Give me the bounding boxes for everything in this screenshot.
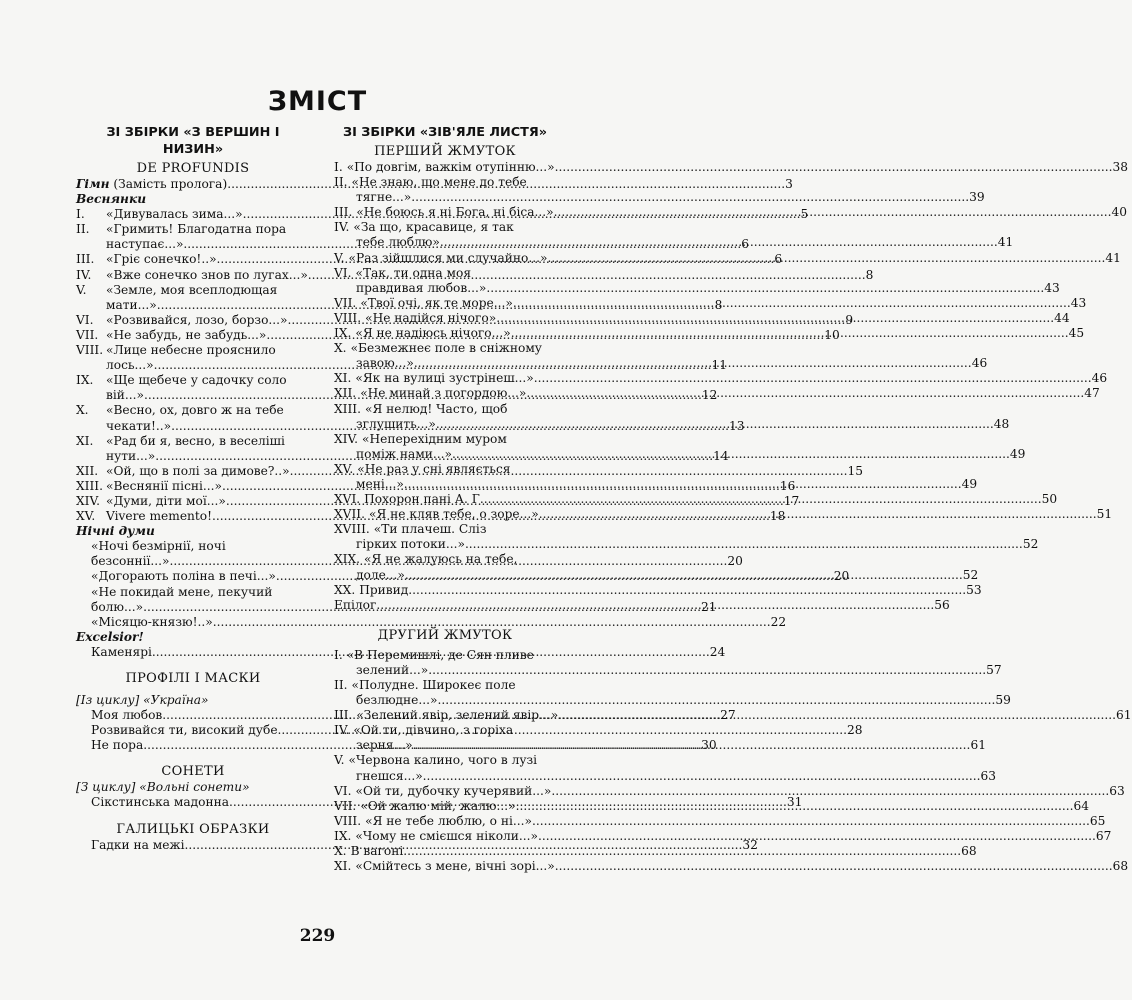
page-ref: 64 xyxy=(1073,798,1090,813)
dot-leader xyxy=(423,769,981,784)
entry-number: VIII. xyxy=(76,343,104,358)
entry-title: «Я не тебе люблю, о ні...» xyxy=(365,813,532,828)
dot-leader xyxy=(465,537,1023,552)
entry-number: XIV. xyxy=(76,493,101,508)
entry-number: VIII. xyxy=(334,813,362,828)
entry-number: XIX. xyxy=(334,552,361,567)
entry-title: «Смійтесь з мене, вічні зорі...» xyxy=(355,859,555,874)
entry-number: IV. xyxy=(76,267,92,282)
entry-title: «Так, ти одна моя xyxy=(355,265,472,280)
page-ref: 38 xyxy=(1112,160,1129,174)
page-ref: 61 xyxy=(970,738,986,753)
entry-title: В вагоні xyxy=(350,844,404,859)
entry-title: вій...» xyxy=(106,388,144,403)
entry-title: «В Перемишлі, де Сян пливе xyxy=(346,647,534,662)
entry-title: завою...» xyxy=(356,356,414,371)
entry-title: чекати!..» xyxy=(106,418,172,433)
entry-title: болю...» xyxy=(91,599,144,614)
entry-number: XVIII. xyxy=(334,522,370,537)
dot-leader xyxy=(538,829,1096,844)
dot-leader xyxy=(484,492,1042,507)
dot-leader xyxy=(437,693,995,708)
gimn-subtitle: (Замість пролога) xyxy=(109,177,228,191)
entry-number: VII. xyxy=(334,798,357,813)
entry-number: VIII. xyxy=(334,310,362,325)
entry-title: гірких потоки...» xyxy=(356,537,465,552)
toc-entry[interactable] xyxy=(334,220,1014,250)
page-ref: 51 xyxy=(1096,507,1113,522)
section-title-de-profundis: DE PROFUNDIS xyxy=(136,161,250,176)
toc-entry[interactable] xyxy=(334,783,1125,799)
page-ref: 63 xyxy=(1109,783,1125,798)
cycle-title-volni-soneti: [З циклу] «Вольні сонети» xyxy=(76,780,250,795)
entry-title: правдивая любов...» xyxy=(356,280,487,295)
page-ref: 46 xyxy=(971,356,988,371)
entry-number: VI. xyxy=(334,783,352,798)
toc-entry[interactable] xyxy=(334,310,1070,326)
page-ref: 15 xyxy=(847,463,864,478)
page-ref: 68 xyxy=(1112,859,1129,874)
dot-leader xyxy=(547,251,1105,266)
page-ref: 6 xyxy=(741,237,750,252)
page-ref: 22 xyxy=(770,614,787,629)
dot-leader xyxy=(428,663,986,678)
entry-title: лось...» xyxy=(106,358,154,373)
entry-title: «Неперехідним муром xyxy=(362,431,507,446)
entry-title: «Догорають поліна в печі...» xyxy=(91,569,276,584)
toc-entry[interactable] xyxy=(334,295,1087,311)
entry-title: «Не минай з погордою...» xyxy=(360,386,527,401)
dot-leader xyxy=(554,205,1112,220)
entry-number: III. xyxy=(334,205,353,220)
page-ref: 48 xyxy=(993,416,1010,431)
entry-number: IX. xyxy=(76,373,94,388)
page-ref: 41 xyxy=(997,235,1014,250)
dot-leader xyxy=(558,708,1116,723)
entry-title: зерня...» xyxy=(356,738,413,753)
entry-title: «Гримить! Благодатна пора xyxy=(106,222,287,237)
page-ref: 68 xyxy=(961,844,977,859)
entry-title: «Я нелюд! Часто, щоб xyxy=(365,401,508,416)
dot-leader xyxy=(411,190,969,205)
toc-entry[interactable] xyxy=(334,813,1106,829)
page-ref: 28 xyxy=(847,723,863,738)
page-ref: 61 xyxy=(1116,708,1132,723)
dot-leader xyxy=(532,814,1090,829)
page-ref: 43 xyxy=(1044,280,1060,295)
dot-leader xyxy=(534,371,1092,386)
page-ref: 56 xyxy=(934,597,950,612)
toc-entry[interactable] xyxy=(334,522,1039,552)
page-ref: 18 xyxy=(769,509,786,524)
entry-number: XI. xyxy=(76,433,94,448)
entry-number: VI. xyxy=(334,265,352,280)
entry-title: «Лице небесне прояснило xyxy=(106,343,276,358)
entry-title: «По довгім, важкім отупінню...» xyxy=(346,160,555,174)
dot-leader xyxy=(496,311,1054,326)
entry-title: гнешся...» xyxy=(356,768,423,783)
entry-title: «Як на вулиці зустрінеш...» xyxy=(355,371,534,386)
toc-entry[interactable] xyxy=(334,371,1108,386)
entry-title: «Ой жалю мій, жалю...» xyxy=(360,798,516,813)
toc-entry[interactable] xyxy=(334,175,985,205)
entry-title: безлюдне...» xyxy=(356,693,438,708)
page-number: 229 xyxy=(299,926,336,946)
entry-number: XX. xyxy=(334,582,356,597)
entry-title: зглушить...» xyxy=(356,416,436,431)
page-ref: 49 xyxy=(1009,446,1026,461)
entry-title: «Вже сонечко знов по лугах...» xyxy=(106,267,308,282)
page-ref: 41 xyxy=(1105,250,1121,265)
entry-title: Похорон пані А. Г. xyxy=(364,492,484,507)
entry-number: IX. xyxy=(334,828,352,843)
entry-title: «Я не жалуюсь на тебе, xyxy=(364,552,518,567)
page-ref: 52 xyxy=(1022,537,1039,552)
page-ref: 8 xyxy=(865,267,874,282)
page-ref: 9 xyxy=(845,312,854,327)
entry-title: «Раз зійшлися ми случайно...» xyxy=(348,250,548,265)
page-ref: 40 xyxy=(1111,205,1127,220)
entry-title: «Не надійся нічого» xyxy=(365,310,497,325)
entry-number: VII. xyxy=(76,327,99,342)
page-ref: 32 xyxy=(742,837,758,852)
page-ref: 27 xyxy=(720,708,736,723)
entry-title: доле...» xyxy=(356,567,405,582)
entry-title: «Рад би я, весно, в веселіші xyxy=(106,433,285,448)
entry-number: XII. xyxy=(334,386,357,401)
entry-title: «Дивувалась зима...» xyxy=(106,207,243,222)
page-ref: 50 xyxy=(1041,492,1058,507)
page-ref: 17 xyxy=(783,493,800,508)
entry-number: IV. xyxy=(334,723,350,738)
entry-title: зелений...» xyxy=(356,662,429,677)
page-ref: 24 xyxy=(709,644,726,659)
page-ref: 20 xyxy=(833,569,850,584)
entry-title: Гадки на межі xyxy=(91,837,185,852)
dot-leader xyxy=(436,417,994,432)
entry-title: «Веснянії пісні...» xyxy=(106,478,223,493)
page-ref: 57 xyxy=(986,662,1002,677)
page-ref: 14 xyxy=(713,448,729,463)
subsection-title-excelsior: Excelsior! xyxy=(76,629,144,644)
entry-number: XV. xyxy=(76,509,96,524)
cycle-title-ukraina: [Із циклу] «Україна» xyxy=(76,693,209,707)
entry-title: «Земле, моя всеплодющая xyxy=(106,282,278,297)
page-ref: 46 xyxy=(1091,371,1108,386)
entry-title: Vivere memento! xyxy=(106,509,213,524)
page-ref: 59 xyxy=(995,693,1011,708)
page-ref: 20 xyxy=(727,554,743,569)
entry-title: «Весно, ох, довго ж на тебе xyxy=(106,403,284,418)
page-ref: 63 xyxy=(980,768,997,783)
entry-number: XI. xyxy=(334,859,352,874)
dot-leader xyxy=(404,477,962,492)
entry-title: Моя любов xyxy=(91,708,163,723)
page-ref: 6 xyxy=(774,252,783,267)
entry-title: Не пора xyxy=(91,738,144,753)
entry-number: I. xyxy=(76,207,85,222)
page-ref: 31 xyxy=(786,795,803,810)
entry-number: V. xyxy=(76,282,87,297)
entry-number: IX. xyxy=(334,326,352,341)
subsection-title-vesnianky: Веснянки xyxy=(76,192,147,207)
entry-number: X. xyxy=(334,341,347,356)
page-ref: 5 xyxy=(800,207,809,222)
page-ref: 53 xyxy=(966,582,982,597)
page-ref: 43 xyxy=(1070,295,1087,310)
entry-title: мені...» xyxy=(356,476,404,491)
dot-leader xyxy=(403,844,961,859)
entry-number: II. xyxy=(76,222,90,237)
entry-number: III. xyxy=(76,252,95,267)
dot-leader xyxy=(413,738,971,753)
entry-title: «За що, красавице, я так xyxy=(353,220,514,235)
entry-number: IV. xyxy=(334,220,350,235)
entry-number: VI. xyxy=(76,312,94,327)
entry-title: «Червона калино, чого в лузі xyxy=(348,753,538,768)
page-ref: 45 xyxy=(1068,326,1085,341)
dot-leader xyxy=(376,598,934,613)
entry-number: XIV. xyxy=(334,431,359,446)
gimn-title: Гімн xyxy=(76,177,110,191)
section-title-pershyi-zhmutok: ПЕРШИЙ ЖМУТОК xyxy=(374,144,516,159)
entry-number: X. xyxy=(334,844,347,859)
dot-leader xyxy=(486,281,1044,296)
entry-title: безсоннії...» xyxy=(91,554,170,569)
toc-entry[interactable] xyxy=(334,265,1060,296)
dot-leader xyxy=(539,507,1097,522)
entry-title: «Не боюсь я ні Бога, ні біса...» xyxy=(356,205,554,220)
entry-title: «Думи, діти мої...» xyxy=(106,493,226,508)
entry-number: II. xyxy=(334,175,348,190)
entry-number: XII. xyxy=(76,463,99,478)
entry-title: «Ой ти, дівчино, з горіха xyxy=(353,723,514,738)
dot-leader xyxy=(516,799,1074,814)
page-ref: 8 xyxy=(714,297,723,312)
page-ref: 52 xyxy=(962,567,979,582)
section-title-soneti: СОНЕТИ xyxy=(161,764,225,780)
entry-title: «Не покидай мене, пекучий xyxy=(91,584,273,599)
entry-title: поміж нами...» xyxy=(356,446,452,461)
entry-title: Привид xyxy=(359,582,409,597)
entry-number: XVI. xyxy=(334,492,361,507)
page-ref: 67 xyxy=(1095,828,1112,843)
page-ref: 11 xyxy=(711,358,728,373)
toc-entry[interactable] xyxy=(334,250,1121,266)
page-ref: 39 xyxy=(969,190,985,205)
entry-number: II. xyxy=(334,678,348,692)
toc-entry[interactable] xyxy=(334,828,1112,844)
entry-title: «Розвивайся, лозо, борзо...» xyxy=(106,312,288,327)
entry-title: «Ой, що в полі за димове?..» xyxy=(106,463,290,478)
entry-title: «Зелений явір, зелений явір...» xyxy=(356,708,559,723)
entry-title: «Я не надіюсь нічого...» xyxy=(355,326,511,341)
entry-title: «Чому не смієшся ніколи...» xyxy=(355,828,538,843)
section-title-druhyi-zhmutok: ДРУГИЙ ЖМУТОК xyxy=(377,627,513,643)
entry-title: «Місяцю-князю!..» xyxy=(91,614,213,629)
entry-title: мати...» xyxy=(106,297,157,312)
toc-entry[interactable] xyxy=(91,614,787,630)
toc-entry[interactable] xyxy=(334,582,982,598)
page-ref: 47 xyxy=(1084,386,1100,401)
page-ref: 30 xyxy=(701,738,717,753)
entry-number: VII. xyxy=(334,295,357,310)
entry-number: I. xyxy=(334,160,343,174)
page-ref: 13 xyxy=(729,418,745,433)
dot-leader xyxy=(555,859,1113,874)
dot-leader xyxy=(511,326,1069,341)
page-ref: 3 xyxy=(785,177,793,191)
page-ref: 49 xyxy=(961,476,978,491)
toc-entry[interactable] xyxy=(334,678,1011,708)
entry-title: тягне...» xyxy=(356,190,412,205)
subsection-title-nichni-dumy: Нічні думи xyxy=(76,524,155,539)
entry-title: Епілог xyxy=(334,597,377,612)
toc-entry[interactable] xyxy=(334,205,1127,220)
entry-title: Розвивайся ти, високий дубе... xyxy=(91,723,290,738)
dot-leader xyxy=(452,447,1010,462)
entry-number: XIII. xyxy=(76,478,103,493)
page-ref: 12 xyxy=(701,388,718,403)
dot-leader xyxy=(414,356,972,371)
dot-leader xyxy=(405,568,963,583)
page-ref: 44 xyxy=(1054,310,1070,325)
collection-heading-right: ЗІ ЗБІРКИ «ЗІВ'ЯЛЕ ЛИСТЯ» xyxy=(343,125,547,140)
dot-leader xyxy=(440,235,998,250)
dot-leader xyxy=(555,160,1113,175)
entry-title: «Я не кляв тебе, о зоре...» xyxy=(368,507,539,522)
page-ref: 21 xyxy=(700,599,717,614)
entry-number: XIII. xyxy=(334,401,361,416)
entry-number: XVII. xyxy=(334,507,365,522)
collection-heading-left: ЗІ ЗБІРКИ «З ВЕРШИН І НИЗИН» xyxy=(106,125,280,157)
section-title-galytski: ГАЛИЦЬКІ ОБРАЗКИ xyxy=(116,821,270,837)
toc-entry[interactable] xyxy=(334,160,1129,175)
entry-title: тебе люблю» xyxy=(356,235,440,250)
entry-number: X. xyxy=(76,403,89,418)
page-ref: 16 xyxy=(779,478,796,493)
entry-title: «Полудне. Широкеє поле xyxy=(351,678,516,692)
page-ref: 65 xyxy=(1089,813,1106,828)
dot-leader xyxy=(513,296,1071,311)
page-ref: 10 xyxy=(824,327,840,342)
entry-title: «Не забудь, не забудь...» xyxy=(106,327,267,342)
entry-title: «Ти плачеш. Сліз xyxy=(373,522,487,537)
entry-title: наступає...» xyxy=(106,237,184,252)
entry-number: V. xyxy=(334,753,345,768)
entry-title: «Ночі безмірнії, ночі xyxy=(91,539,226,554)
entry-number: XV. xyxy=(334,461,354,476)
entry-title: «Ой ти, дубочку кучерявий...» xyxy=(355,783,552,798)
dot-leader xyxy=(408,583,966,598)
entry-title: «Гріє сонечко!..» xyxy=(106,252,217,267)
entry-title: Сікстинська мадонна xyxy=(91,795,229,810)
entry-number: III. xyxy=(334,708,353,723)
entry-title: «Не раз у сні являється xyxy=(357,461,511,476)
entry-title: «Безмежнеє поле в сніжному xyxy=(350,341,542,356)
entry-title: «Ще щебече у садочку соло xyxy=(106,373,287,388)
entry-title: нути...» xyxy=(106,448,156,463)
page-title: ЗМІСТ xyxy=(267,86,368,117)
entry-title: «Твої очі, як те море...» xyxy=(360,295,513,310)
toc-entry[interactable] xyxy=(334,753,997,783)
entry-title: «Не знаю, що мене до тебе xyxy=(351,175,527,190)
entry-title: Каменярі xyxy=(91,644,152,659)
section-title-profili: ПРОФІЛІ І МАСКИ xyxy=(125,671,261,686)
toc-entry[interactable] xyxy=(334,859,1129,874)
dot-leader xyxy=(526,386,1084,401)
entry-number: I. xyxy=(334,647,343,662)
entry-number: XI. xyxy=(334,371,352,386)
entry-number: V. xyxy=(334,250,345,265)
dot-leader xyxy=(551,784,1109,799)
